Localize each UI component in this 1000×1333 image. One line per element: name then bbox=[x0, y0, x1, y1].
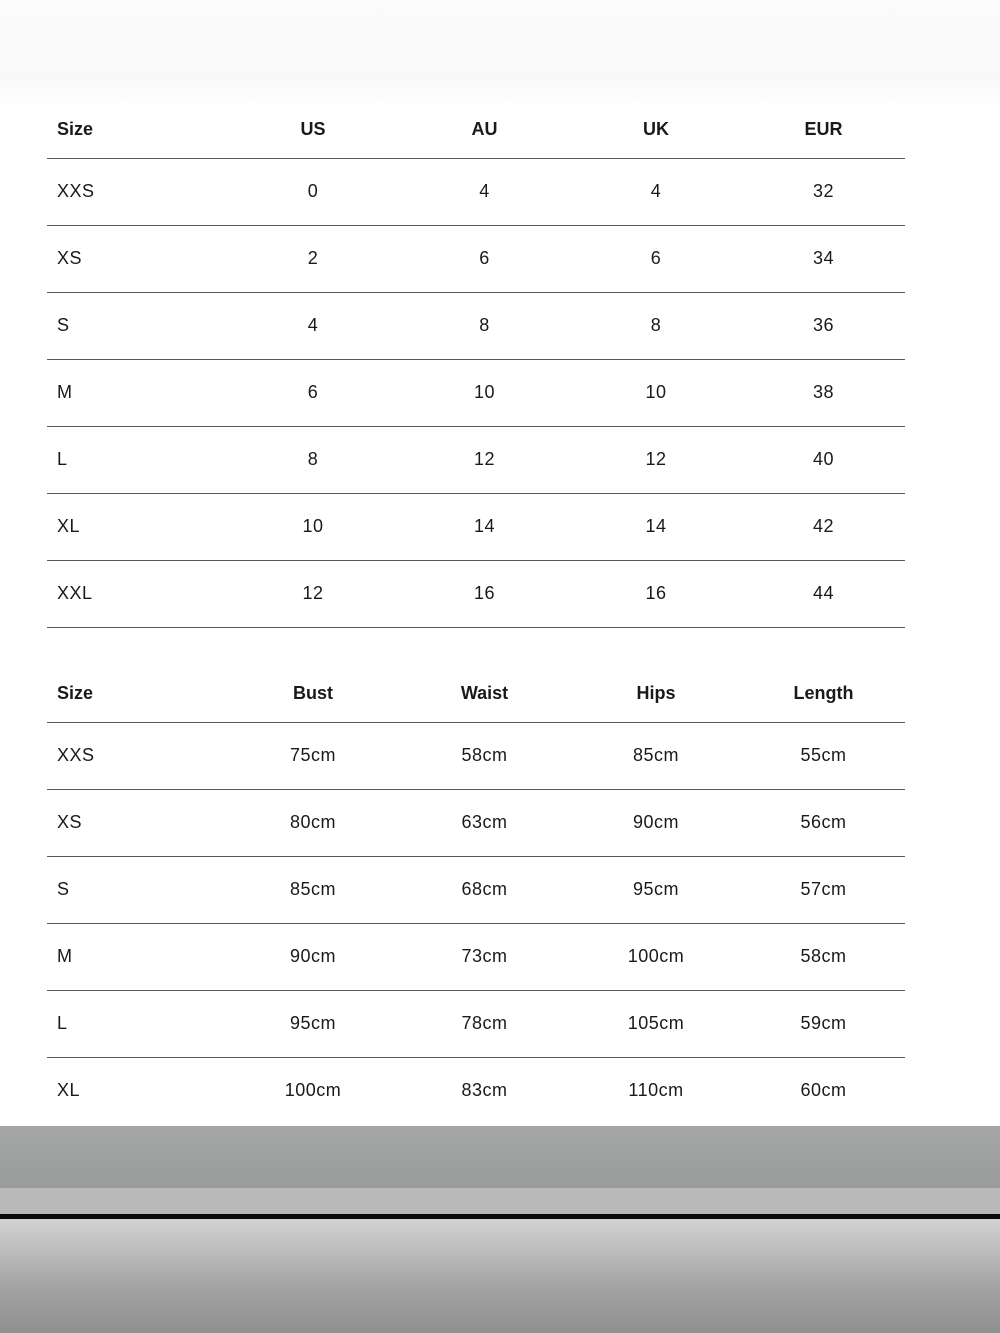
column-header-bust: Bust bbox=[227, 670, 399, 722]
size-cell: L bbox=[47, 990, 227, 1057]
uk-cell: 4 bbox=[570, 158, 742, 225]
hips-cell: 100cm bbox=[570, 923, 742, 990]
size-conversion-table bbox=[47, 106, 905, 628]
us-cell: 4 bbox=[227, 292, 399, 359]
bust-cell: 90cm bbox=[227, 923, 399, 990]
size-cell: XL bbox=[47, 493, 227, 560]
eur-cell: 40 bbox=[742, 426, 905, 493]
au-cell: 6 bbox=[399, 225, 570, 292]
waist-cell: 78cm bbox=[399, 990, 570, 1057]
table-row bbox=[47, 426, 905, 493]
au-cell: 12 bbox=[399, 426, 570, 493]
au-cell: 14 bbox=[399, 493, 570, 560]
size-cell: XXS bbox=[47, 158, 227, 225]
eur-cell: 44 bbox=[742, 560, 905, 627]
uk-cell: 14 bbox=[570, 493, 742, 560]
waist-cell: 73cm bbox=[399, 923, 570, 990]
bust-cell: 75cm bbox=[227, 722, 399, 789]
column-header-au: AU bbox=[399, 106, 570, 158]
size-cell: S bbox=[47, 292, 227, 359]
uk-cell: 16 bbox=[570, 560, 742, 627]
size-cell: XS bbox=[47, 789, 227, 856]
bottom-gray-band bbox=[0, 1126, 1000, 1188]
us-cell: 10 bbox=[227, 493, 399, 560]
hips-cell: 105cm bbox=[570, 990, 742, 1057]
length-cell: 56cm bbox=[742, 789, 905, 856]
column-header-uk: UK bbox=[570, 106, 742, 158]
length-cell: 58cm bbox=[742, 923, 905, 990]
au-cell: 10 bbox=[399, 359, 570, 426]
column-header-length: Length bbox=[742, 670, 905, 722]
table-row bbox=[47, 225, 905, 292]
size-cell: XL bbox=[57, 1080, 81, 1101]
column-header-eur: EUR bbox=[742, 106, 905, 158]
size-cell: L bbox=[47, 426, 227, 493]
length-cell: 55cm bbox=[742, 722, 905, 789]
bottom-light-band bbox=[0, 1188, 1000, 1214]
au-cell: 4 bbox=[399, 158, 570, 225]
size-cell: XXL bbox=[47, 560, 227, 627]
uk-cell: 10 bbox=[570, 359, 742, 426]
waist-cell: 58cm bbox=[399, 722, 570, 789]
us-cell: 8 bbox=[227, 426, 399, 493]
table-row bbox=[47, 493, 905, 560]
us-cell: 2 bbox=[227, 225, 399, 292]
length-cell: 60cm bbox=[800, 1080, 847, 1101]
table-row bbox=[47, 560, 905, 627]
table-row bbox=[47, 923, 905, 990]
length-cell: 57cm bbox=[742, 856, 905, 923]
table-row bbox=[47, 722, 905, 789]
eur-cell: 38 bbox=[742, 359, 905, 426]
size-cell: XXS bbox=[47, 722, 227, 789]
hips-cell: 110cm bbox=[628, 1080, 684, 1101]
waist-cell: 63cm bbox=[399, 789, 570, 856]
hips-cell: 95cm bbox=[570, 856, 742, 923]
table-header-row bbox=[47, 106, 905, 158]
eur-cell: 42 bbox=[742, 493, 905, 560]
au-cell: 16 bbox=[399, 560, 570, 627]
us-cell: 6 bbox=[227, 359, 399, 426]
table-row bbox=[47, 990, 905, 1057]
body-measurement-table bbox=[47, 670, 905, 1124]
column-header-hips: Hips bbox=[570, 670, 742, 722]
bottom-gradient-area bbox=[0, 1219, 1000, 1333]
column-header-us: US bbox=[227, 106, 399, 158]
uk-cell: 12 bbox=[570, 426, 742, 493]
length-cell: 59cm bbox=[742, 990, 905, 1057]
size-cell: XS bbox=[47, 225, 227, 292]
us-cell: 0 bbox=[227, 158, 399, 225]
table-row bbox=[47, 789, 905, 856]
waist-cell: 83cm bbox=[461, 1080, 508, 1101]
size-cell: M bbox=[47, 359, 227, 426]
table-row bbox=[47, 1057, 905, 1124]
column-header-size: Size bbox=[47, 670, 227, 722]
size-cell: S bbox=[47, 856, 227, 923]
bust-cell: 100cm bbox=[284, 1080, 342, 1101]
bust-cell: 85cm bbox=[227, 856, 399, 923]
au-cell: 8 bbox=[399, 292, 570, 359]
table-header-row bbox=[47, 670, 905, 722]
eur-cell: 32 bbox=[742, 158, 905, 225]
waist-cell: 68cm bbox=[399, 856, 570, 923]
bust-cell: 95cm bbox=[227, 990, 399, 1057]
uk-cell: 8 bbox=[570, 292, 742, 359]
top-background bbox=[0, 0, 1000, 112]
column-header-waist: Waist bbox=[399, 670, 570, 722]
column-header-size: Size bbox=[47, 106, 227, 158]
eur-cell: 34 bbox=[742, 225, 905, 292]
eur-cell: 36 bbox=[742, 292, 905, 359]
us-cell: 12 bbox=[227, 560, 399, 627]
bust-cell: 80cm bbox=[227, 789, 399, 856]
table-row bbox=[47, 359, 905, 426]
table-row bbox=[47, 856, 905, 923]
hips-cell: 90cm bbox=[570, 789, 742, 856]
uk-cell: 6 bbox=[570, 225, 742, 292]
table-row bbox=[47, 292, 905, 359]
table-row bbox=[47, 158, 905, 225]
size-cell: M bbox=[47, 923, 227, 990]
hips-cell: 85cm bbox=[570, 722, 742, 789]
